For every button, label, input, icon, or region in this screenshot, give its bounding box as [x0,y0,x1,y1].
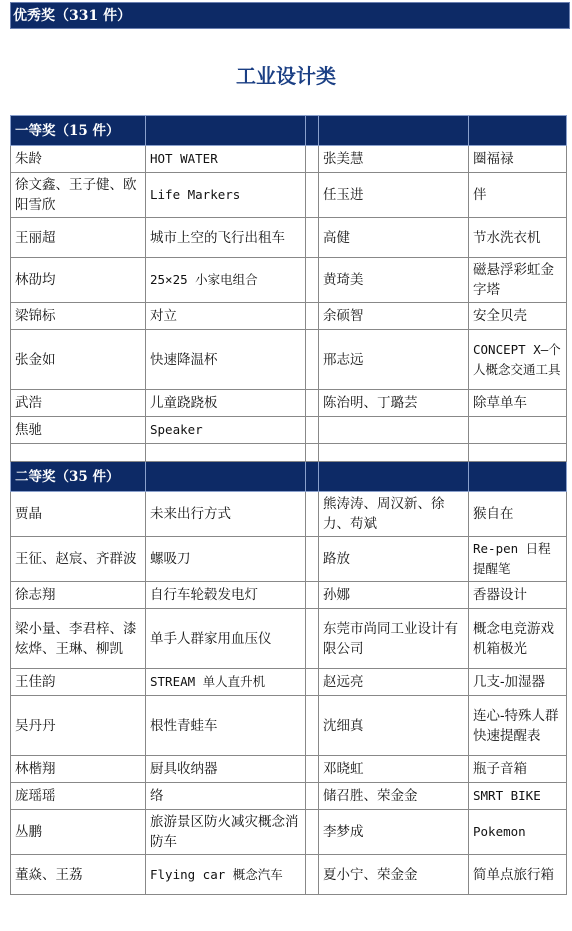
work-title: Pokemon [469,810,567,855]
winner-name: 焦驰 [11,417,146,444]
work-title: 根性青蛙车 [146,696,306,756]
work-title: 25×25 小家电组合 [146,258,306,303]
award-level-header [11,462,567,492]
winner-name: 东莞市尚同工业设计有限公司 [319,609,469,669]
winner-name: 林劭均 [11,258,146,303]
work-title: Speaker [146,417,306,444]
work-title: 单手人群家用血压仪 [146,609,306,669]
column-separator [306,146,319,173]
column-separator [306,444,319,462]
winner-name: 路放 [319,537,469,582]
table-row [11,492,567,537]
winner-name: 庞瑶瑶 [11,783,146,810]
work-title: 伴 [469,173,567,218]
table-row [11,444,567,462]
header-cell [469,462,567,492]
column-separator [306,582,319,609]
table-row [11,146,567,173]
work-title: 快速降温杯 [146,330,306,390]
award-level-header [11,116,567,146]
winner-name [319,417,469,444]
work-title: 连心-特殊人群快速提醒表 [469,696,567,756]
winner-name: 朱龄 [11,146,146,173]
table-row [11,537,567,582]
column-separator [306,417,319,444]
award-level-label: 二等奖（35 件） [11,462,146,492]
winner-name: 储召胜、荣金金 [319,783,469,810]
table-row [11,756,567,783]
column-separator [306,669,319,696]
work-title: Life Markers [146,173,306,218]
winner-name: 丛鹏 [11,810,146,855]
winner-name [11,444,146,462]
work-title: 几支-加湿器 [469,669,567,696]
winner-name: 王征、赵宸、齐群波 [11,537,146,582]
header-cell [319,462,469,492]
table-row [11,582,567,609]
winner-name: 李梦成 [319,810,469,855]
column-separator [306,303,319,330]
column-separator [306,810,319,855]
work-title: 猴自在 [469,492,567,537]
winner-name: 徐文鑫、王子健、欧阳雪欣 [11,173,146,218]
winner-name [319,444,469,462]
table-row [11,303,567,330]
column-separator [306,218,319,258]
work-title: Re-pen 日程提醒笔 [469,537,567,582]
work-title: 磁悬浮彩虹金字塔 [469,258,567,303]
work-title: 自行车轮毂发电灯 [146,582,306,609]
table-row [11,609,567,669]
column-separator [306,537,319,582]
header-cell [146,116,306,146]
award-table [10,115,567,895]
column-separator [306,258,319,303]
winner-name: 董焱、王荔 [11,855,146,895]
winner-name: 熊涛涛、周汉新、徐力、苟斌 [319,492,469,537]
page-title: 工业设计类 [236,64,336,88]
table-row [11,783,567,810]
column-separator [306,756,319,783]
winner-name: 王丽超 [11,218,146,258]
winner-name: 沈细真 [319,696,469,756]
winner-name: 夏小宁、荣金金 [319,855,469,895]
work-title: HOT WATER [146,146,306,173]
table-row [11,855,567,895]
winner-name: 赵远亮 [319,669,469,696]
winner-name: 张金如 [11,330,146,390]
award-level-label: 一等奖（15 件） [11,116,146,146]
table-row [11,696,567,756]
work-title: 节水洗衣机 [469,218,567,258]
winner-name: 张美慧 [319,146,469,173]
column-separator [306,492,319,537]
work-title: STREAM 单人直升机 [146,669,306,696]
work-title: 厨具收纳器 [146,756,306,783]
work-title: 未来出行方式 [146,492,306,537]
work-title: 络 [146,783,306,810]
winner-name: 任玉进 [319,173,469,218]
winner-name: 孙娜 [319,582,469,609]
work-title: Flying car 概念汽车 [146,855,306,895]
winner-name: 林楷翔 [11,756,146,783]
winner-name: 贾晶 [11,492,146,537]
header-cell [469,116,567,146]
table-row [11,218,567,258]
work-title: 除草单车 [469,390,567,417]
work-title [469,417,567,444]
column-separator [306,855,319,895]
work-title: CONCEPT X—个人概念交通工具 [469,330,567,390]
work-title: 安全贝壳 [469,303,567,330]
table-row [11,390,567,417]
header-cell [146,462,306,492]
winner-name: 吴丹丹 [11,696,146,756]
table-row [11,258,567,303]
section-header-excellence: 优秀奖（331 件） [10,2,570,29]
table-row [11,330,567,390]
work-title [146,444,306,462]
winner-name: 邢志远 [319,330,469,390]
table-row [11,173,567,218]
work-title: 儿童跷跷板 [146,390,306,417]
winner-name: 余硕智 [319,303,469,330]
work-title [469,444,567,462]
header-cell [306,462,319,492]
winner-name: 高健 [319,218,469,258]
winner-name: 徐志翔 [11,582,146,609]
winner-name: 梁锦标 [11,303,146,330]
winner-name: 武浩 [11,390,146,417]
winner-name: 黄琦美 [319,258,469,303]
work-title: SMRT BIKE [469,783,567,810]
table-row [11,669,567,696]
winner-name: 邓晓虹 [319,756,469,783]
column-separator [306,609,319,669]
header-cell [319,116,469,146]
column-separator [306,696,319,756]
winner-name: 梁小量、李君梓、漆炫烨、王琳、柳凯 [11,609,146,669]
work-title: 瓶子音箱 [469,756,567,783]
work-title: 城市上空的飞行出租车 [146,218,306,258]
table-row [11,810,567,855]
column-separator [306,783,319,810]
work-title: 对立 [146,303,306,330]
work-title: 旅游景区防火减灾概念消防车 [146,810,306,855]
work-title: 螺吸刀 [146,537,306,582]
work-title: 概念电竞游戏机箱极光 [469,609,567,669]
work-title: 香器设计 [469,582,567,609]
column-separator [306,173,319,218]
table-row [11,417,567,444]
work-title: 简单点旅行箱 [469,855,567,895]
winner-name: 王佳韵 [11,669,146,696]
header-cell [306,116,319,146]
column-separator [306,330,319,390]
winner-name: 陈治明、丁璐芸 [319,390,469,417]
column-separator [306,390,319,417]
work-title: 圈福禄 [469,146,567,173]
